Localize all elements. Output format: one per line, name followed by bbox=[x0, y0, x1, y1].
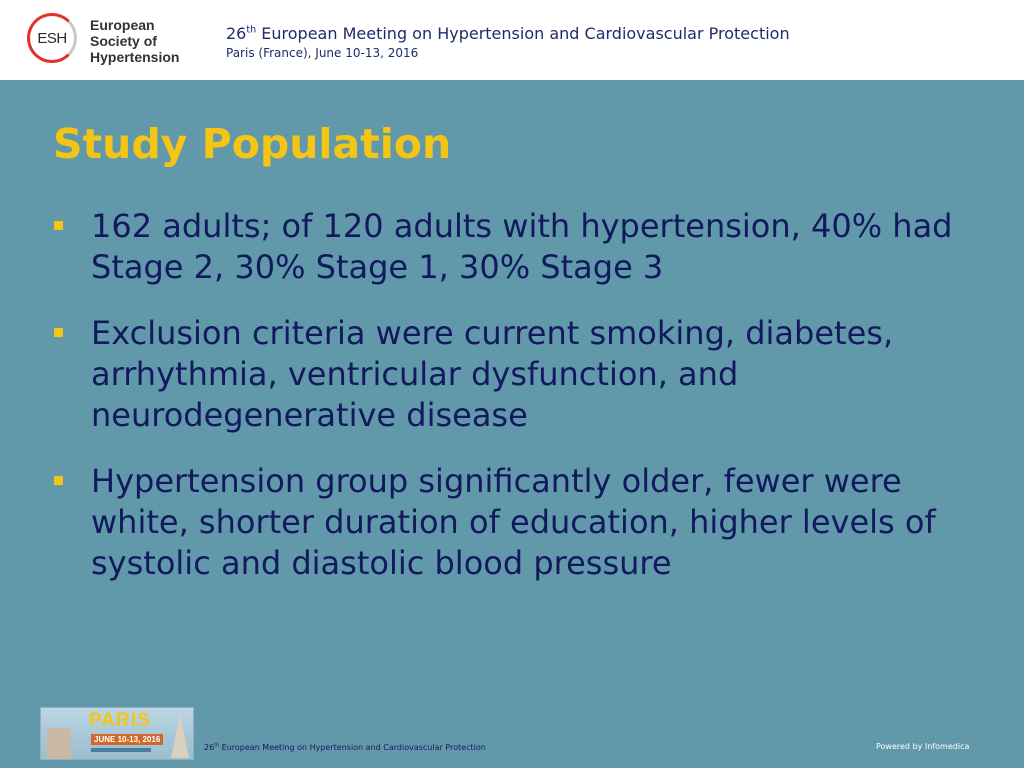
conference-ordinal: 26 bbox=[226, 24, 247, 43]
conference-title bbox=[226, 24, 790, 43]
bullet-list bbox=[54, 206, 974, 609]
conference-title-text: European Meeting on Hypertension and Cardiovascular Protection bbox=[256, 24, 790, 43]
slide-title: Study Population bbox=[53, 120, 452, 168]
footer-ordinal: 26 bbox=[204, 743, 215, 752]
banner-date: JUNE 10-13, 2016 bbox=[91, 734, 163, 745]
square-bullet-icon bbox=[54, 328, 63, 337]
footer-conference-text bbox=[204, 743, 486, 752]
banner-city: PARIS bbox=[89, 710, 151, 731]
banner-bar bbox=[91, 748, 151, 752]
bullet-text: 162 adults; of 120 adults with hypertension, 40% had Stage 2, 30% Stage 1, 30% Stage 3 bbox=[91, 207, 953, 286]
eiffel-tower-icon bbox=[171, 714, 189, 758]
footer-conference-name: European Meeting on Hypertension and Cardiovascular Protection bbox=[219, 743, 486, 752]
footer-ordinal-suffix: th bbox=[214, 743, 220, 749]
logo-line-3: Hypertension bbox=[90, 49, 180, 65]
logo-line-1: European bbox=[90, 17, 155, 33]
bullet-text: Exclusion criteria were current smoking, diabetes, arrhythmia, ventricular dysfunction, and neurodegenerative disease bbox=[91, 314, 894, 434]
paris-event-banner bbox=[40, 707, 194, 760]
slide-body bbox=[0, 80, 1024, 768]
bullet-text: Hypertension group significantly older, fewer were white, shorter duration of education, higher levels of systolic and diastolic blood pressure bbox=[91, 462, 936, 582]
square-bullet-icon bbox=[54, 476, 63, 485]
logo-abbreviation: ESH bbox=[37, 29, 67, 47]
bullet-item bbox=[54, 313, 974, 436]
esh-logo-text bbox=[90, 17, 200, 65]
conference-subtitle: Paris (France), June 10-13, 2016 bbox=[226, 46, 419, 60]
building-icon bbox=[47, 728, 71, 760]
footer-powered-by: Powered by Infomedica bbox=[876, 742, 970, 751]
slide-header bbox=[0, 0, 1024, 80]
square-bullet-icon bbox=[54, 221, 63, 230]
conference-ordinal-suffix: th bbox=[246, 24, 257, 36]
bullet-item bbox=[54, 461, 974, 584]
logo-line-2: Society of bbox=[90, 33, 157, 49]
esh-logo-icon bbox=[27, 13, 77, 63]
bullet-item bbox=[54, 206, 974, 288]
